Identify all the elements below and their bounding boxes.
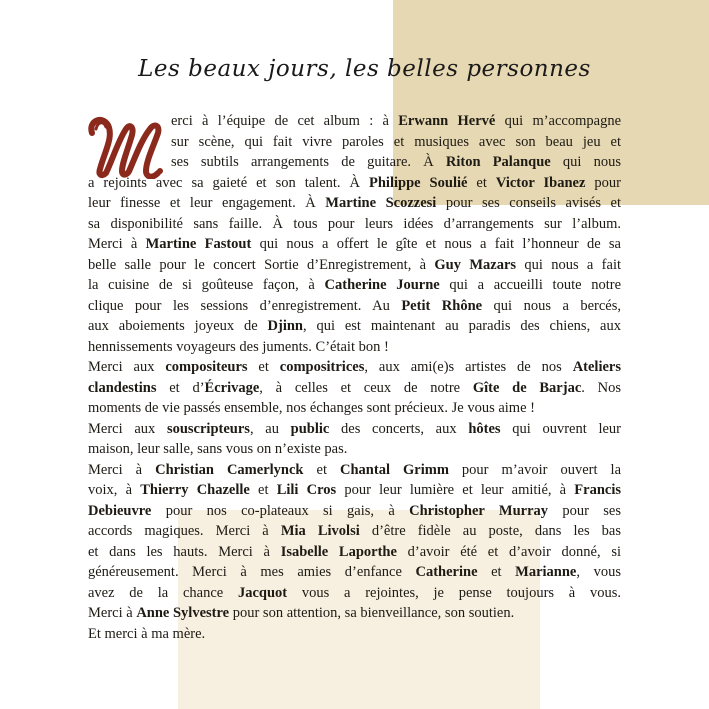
text-line: Merci aux souscripteurs, au public des concerts, aux hôtes qui ouvrent leur [88, 420, 621, 437]
text-line: Merci à Christian Camerlynck et Chantal Grimm pour m’avoir ouvert la [88, 461, 621, 478]
text-line: clandestins et d’Écrivage, à celles et ceux de notre Gîte de Barjac. Nos [88, 379, 621, 396]
text-line: a rejoints avec sa gaieté et son talent. À Philippe Soulié et Victor Ibanez pour [88, 174, 621, 191]
text-lines [88, 111, 621, 644]
text-line: hennissements voyageurs des juments. C’était bon ! [88, 338, 389, 355]
text-line: accords magiques. Merci à Mia Livolsi d’être fidèle au poste, dans les bas [88, 523, 621, 539]
text-line: clique pour les sessions d’enregistrement. Au Petit Rhône qui nous a bercés, [88, 297, 621, 314]
text-line: Merci à Anne Sylvestre pour son attention, sa bienveillance, son soutien. [88, 605, 515, 621]
text-line: sa disponibilité sans faille. À tous pour leurs idées d’arrangements sur l’album. [88, 215, 621, 232]
text-line: Merci aux compositeurs et compositrices, aux ami(e)s artistes de nos Ateliers [88, 359, 621, 375]
acknowledgements-text [88, 111, 621, 644]
text-line: Merci à Martine Fastout qui nous a offert le gîte et nous a fait l’honneur de sa [88, 236, 621, 252]
text-line: maison, leur salle, sans vous on n’existe pas. [88, 441, 348, 457]
text-line: avez de la chance Jacquot vous a rejointes, je pense toujours à vous. [88, 584, 621, 601]
text-line: voix, à Thierry Chazelle et Lili Cros pour leur lumière et leur amitié, à Francis [88, 482, 621, 498]
text-line: sur scène, qui fait vivre paroles et musiques avec son beau jeu et [171, 133, 621, 150]
page-title: Les beaux jours, les belles personnes [138, 56, 591, 82]
text-line: Debieuvre pour nos co-plateaux si gais, à Christopher Murray pour ses [88, 502, 621, 519]
text-line: leur finesse et leur engagement. À Martine Scozzesi pour ses conseils avisés et [88, 195, 621, 211]
text-line: moments de vie passés ensemble, nos échanges sont précieux. Je vous aime ! [88, 400, 535, 416]
text-line: la cuisine de si goûteuse façon, à Catherine Journe qui a accueilli toute notre [88, 277, 621, 293]
text-line: erci à l’équipe de cet album : à Erwann Hervé qui m’accompagne [171, 113, 621, 129]
text-line: Et merci à ma mère. [88, 625, 206, 642]
text-line: et dans les hauts. Merci à Isabelle Laporthe d’avoir été et d’avoir donné, si [88, 543, 621, 560]
dropcap-m-ornament [88, 111, 168, 179]
text-line: généreusement. Merci à mes amies d’enfance Catherine et Marianne, vous [88, 564, 621, 580]
text-line: belle salle pour le concert Sortie d’Enregistrement, à Guy Mazars qui nous a fait [88, 256, 621, 273]
text-line: aux aboiements joyeux de Djinn, qui est maintenant au paradis des chiens, aux [88, 318, 621, 334]
text-line: ses subtils arrangements de guitare. À Riton Palanque qui nous [171, 154, 621, 170]
